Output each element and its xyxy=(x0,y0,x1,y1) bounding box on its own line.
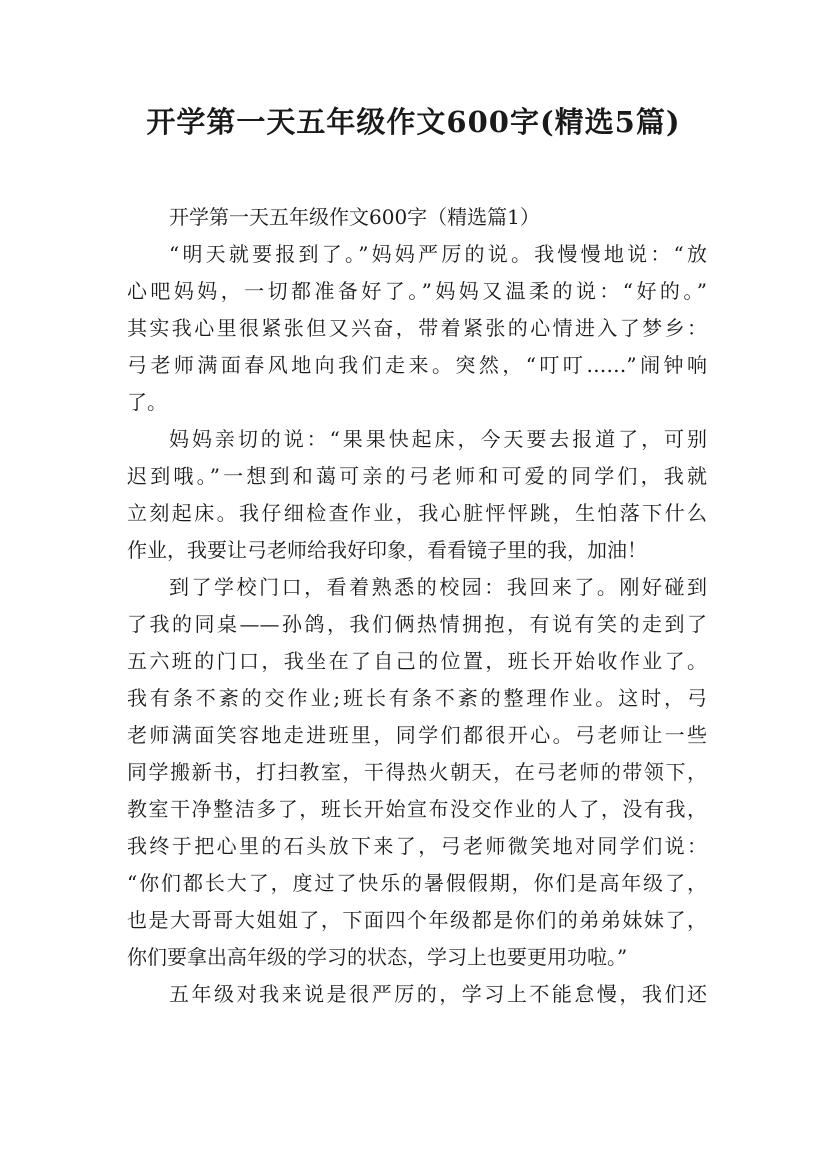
essay-line: 教室干净整洁多了，班长开始宣布没交作业的人了，没有我， xyxy=(127,797,707,821)
essay-line: 立刻起床。我仔细检查作业，我心脏怦怦跳，生怕落下什么 xyxy=(127,501,707,525)
essay-line: 五六班的门口，我坐在了自己的位置，班长开始收作业了。 xyxy=(127,649,707,673)
essay-line: 同学搬新书，打扫教室，干得热火朝天，在弓老师的带领下， xyxy=(127,760,707,784)
essay-line: 到了学校门口，看着熟悉的校园：我回来了。刚好碰到 xyxy=(169,575,707,599)
section-subtitle: 开学第一天五年级作文600字（精选篇1） xyxy=(169,205,540,229)
essay-line: 你们要拿出高年级的学习的状态，学习上也要更用功啦。” xyxy=(127,945,628,969)
document-title: 开学第一天五年级作文600字(精选5篇) xyxy=(146,105,681,139)
essay-line: “你们都长大了，度过了快乐的暑假假期，你们是高年级了， xyxy=(127,871,707,895)
essay-line: 弓老师满面春风地向我们走来。突然，“叮叮……”闹钟响 xyxy=(127,353,707,377)
essay-line: 作业，我要让弓老师给我好印象，看看镜子里的我，加油！ xyxy=(127,538,647,562)
essay-line: 老师满面笑容地走进班里，同学们都很开心。弓老师让一些 xyxy=(127,723,707,747)
essay-line: 也是大哥哥大姐姐了，下面四个年级都是你们的弟弟妹妹了， xyxy=(127,908,707,932)
essay-body xyxy=(127,199,707,1013)
essay-line: 我终于把心里的石头放下来了，弓老师微笑地对同学们说： xyxy=(127,834,707,858)
essay-line: 心吧妈妈，一切都准备好了。”妈妈又温柔的说：“好的。” xyxy=(127,279,707,303)
essay-line: “明天就要报到了。”妈妈严厉的说。我慢慢地说：“放 xyxy=(169,242,707,266)
essay-line: 迟到哦。”一想到和蔼可亲的弓老师和可爱的同学们，我就 xyxy=(127,464,707,488)
essay-line: 我有条不紊的交作业;班长有条不紊的整理作业。这时，弓 xyxy=(127,686,707,710)
essay-line: 了。 xyxy=(127,390,167,414)
essay-line: 了我的同桌——孙鸽，我们俩热情拥抱，有说有笑的走到了 xyxy=(127,612,707,636)
essay-line: 五年级对我来说是很严厉的，学习上不能怠慢，我们还 xyxy=(169,982,707,1006)
essay-line: 妈妈亲切的说：“果果快起床，今天要去报道了，可别 xyxy=(169,427,707,451)
essay-line: 其实我心里很紧张但又兴奋，带着紧张的心情进入了梦乡： xyxy=(127,316,707,340)
